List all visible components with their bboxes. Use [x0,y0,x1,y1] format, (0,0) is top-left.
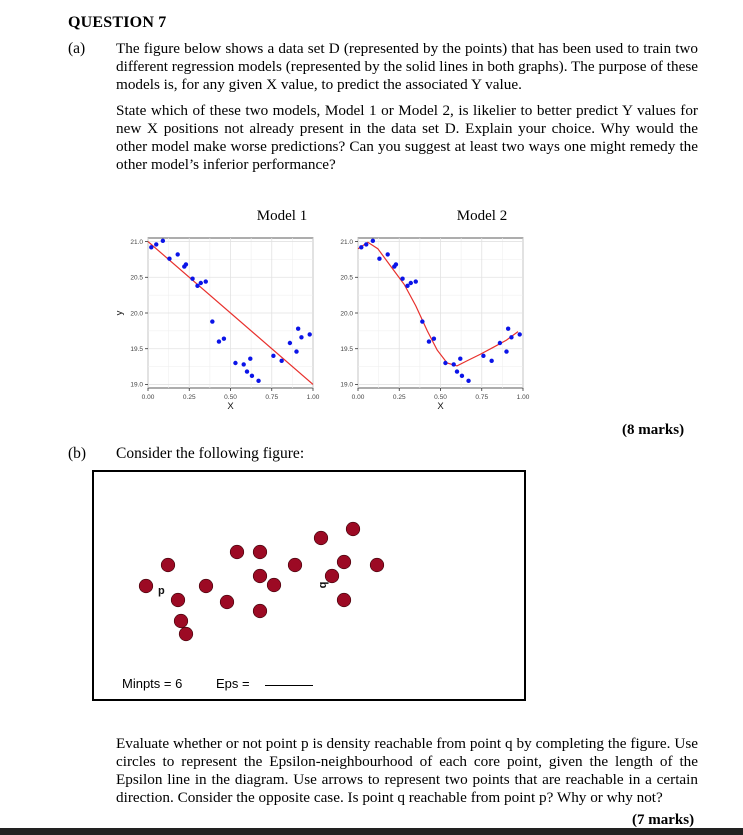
y-axis-label: y [114,310,125,316]
part-a-paragraph-2: State which of these two models, Model 1 or Model 2, is likelier to better predict Y values for new X positions not already present in the data set D. Explain your choice. Why would the other model make worse predictions? Can you suggest at least two ways one might remedy the other model’s inferior performance? [116,102,698,173]
data-point [176,252,180,256]
part-b-paragraph: Evaluate whether or not point p is density reachable from point q by completing the figure. Use circles to represent the Epsilon-neighbourhood of each core point, given the length of the Epsilon line in the diagram. Use arrows to represent two points that are reachable in a certain direction. Consider the opposite case. Is point q reachable from point p? Why or why not? [116,735,698,806]
y-tick-label: 19.0 [340,381,353,389]
data-point [409,281,413,285]
minpts-label: Minpts = 6 [122,676,183,691]
cluster-point [161,558,175,572]
data-point [443,361,447,365]
cluster-point [199,579,213,593]
data-point [504,349,508,353]
dbscan-figure [92,470,526,701]
page-bottom-border [0,828,743,835]
cluster-point [267,578,281,592]
y-tick-label: 19.5 [130,346,143,354]
data-point [149,245,153,249]
y-tick-label: 19.0 [130,381,143,389]
cluster-point [230,545,244,559]
cluster-point [325,569,339,583]
cluster-point [314,531,328,545]
data-point [359,245,363,249]
part-b-label: (b) [68,445,87,462]
data-point [489,359,493,363]
data-point [245,369,249,373]
data-point [420,319,424,323]
data-point [210,319,214,323]
chart-2-title: Model 2 [456,208,508,224]
part-b-marks: (7 marks) [632,812,695,828]
y-tick-label: 20.5 [340,274,353,282]
cluster-point [171,593,185,607]
x-tick-label: 0.50 [224,394,237,401]
model-2-chart [318,228,530,424]
eps-line [265,685,313,686]
dbscan-points [94,472,524,699]
cluster-point [139,579,153,593]
x-tick-label: 1.00 [306,394,320,401]
data-point [308,332,312,336]
data-point [279,359,283,363]
data-point [427,339,431,343]
cluster-point [337,555,351,569]
cluster-point [253,604,267,618]
x-tick-label: 0.75 [265,394,279,401]
data-point [386,252,390,256]
data-point [250,374,254,378]
eps-label: Eps = [216,676,250,691]
data-point [377,257,381,261]
x-axis-label: X [437,401,444,412]
x-axis-label: X [227,401,234,412]
data-point [271,354,275,358]
data-point [498,341,502,345]
x-tick-label: 0.75 [475,394,489,401]
cluster-point [288,558,302,572]
data-point [452,362,456,366]
data-point [161,239,165,243]
cluster-point [370,558,384,572]
data-point [167,257,171,261]
data-point [233,361,237,365]
x-tick-label: 0.50 [434,394,447,401]
data-point [432,337,436,341]
data-point [458,357,462,361]
data-point [256,379,260,383]
data-point [509,335,513,339]
data-point [371,239,375,243]
cluster-point [174,614,188,628]
model-1-chart [108,228,320,424]
part-a-text [116,40,698,174]
x-tick-label: 0.25 [182,394,196,401]
data-point [204,279,208,283]
data-point [296,327,300,331]
data-point [506,327,510,331]
cluster-point [337,593,351,607]
data-point [217,339,221,343]
y-tick-label: 20.0 [340,310,353,318]
cluster-point [253,569,267,583]
y-tick-label: 20.5 [130,274,143,282]
cluster-point [179,627,193,641]
point-q-label: q [317,581,329,589]
y-tick-label: 19.5 [340,346,353,354]
point-p-label: p [158,585,165,597]
part-a-label: (a) [68,40,86,57]
data-point [222,337,226,341]
data-point [199,281,203,285]
cluster-point [346,522,360,536]
x-tick-label: 1.00 [516,394,530,401]
x-tick-label: 0.00 [351,394,365,401]
x-tick-label: 0.25 [392,394,406,401]
y-tick-label: 21.0 [340,238,353,246]
question-title: QUESTION 7 [68,14,167,31]
data-point [481,354,485,358]
cluster-point [253,545,267,559]
data-point [364,242,368,246]
data-point [466,379,470,383]
data-point [394,262,398,266]
y-tick-label: 20.0 [130,310,143,318]
data-point [190,277,194,281]
x-tick-label: 0.00 [141,394,155,401]
cluster-point [220,595,234,609]
data-point [154,242,158,246]
data-point [299,335,303,339]
y-tick-label: 21.0 [130,238,143,246]
data-point [294,349,298,353]
data-point [248,357,252,361]
data-point [242,362,246,366]
data-point [414,279,418,283]
part-a-paragraph-1: The figure below shows a data set D (represented by the points) that has been used to train two different regression models (represented by the solid lines in both graphs). The purpose of these models is, for any given X value, to predict the associated Y value. [116,40,698,93]
data-point [184,262,188,266]
part-a-marks: (8 marks) [622,422,685,438]
part-b-intro: Consider the following figure: [116,445,305,462]
data-point [400,277,404,281]
data-point [288,341,292,345]
data-point [455,369,459,373]
data-point [518,332,522,336]
data-point [460,374,464,378]
chart-1-title: Model 1 [256,208,308,224]
